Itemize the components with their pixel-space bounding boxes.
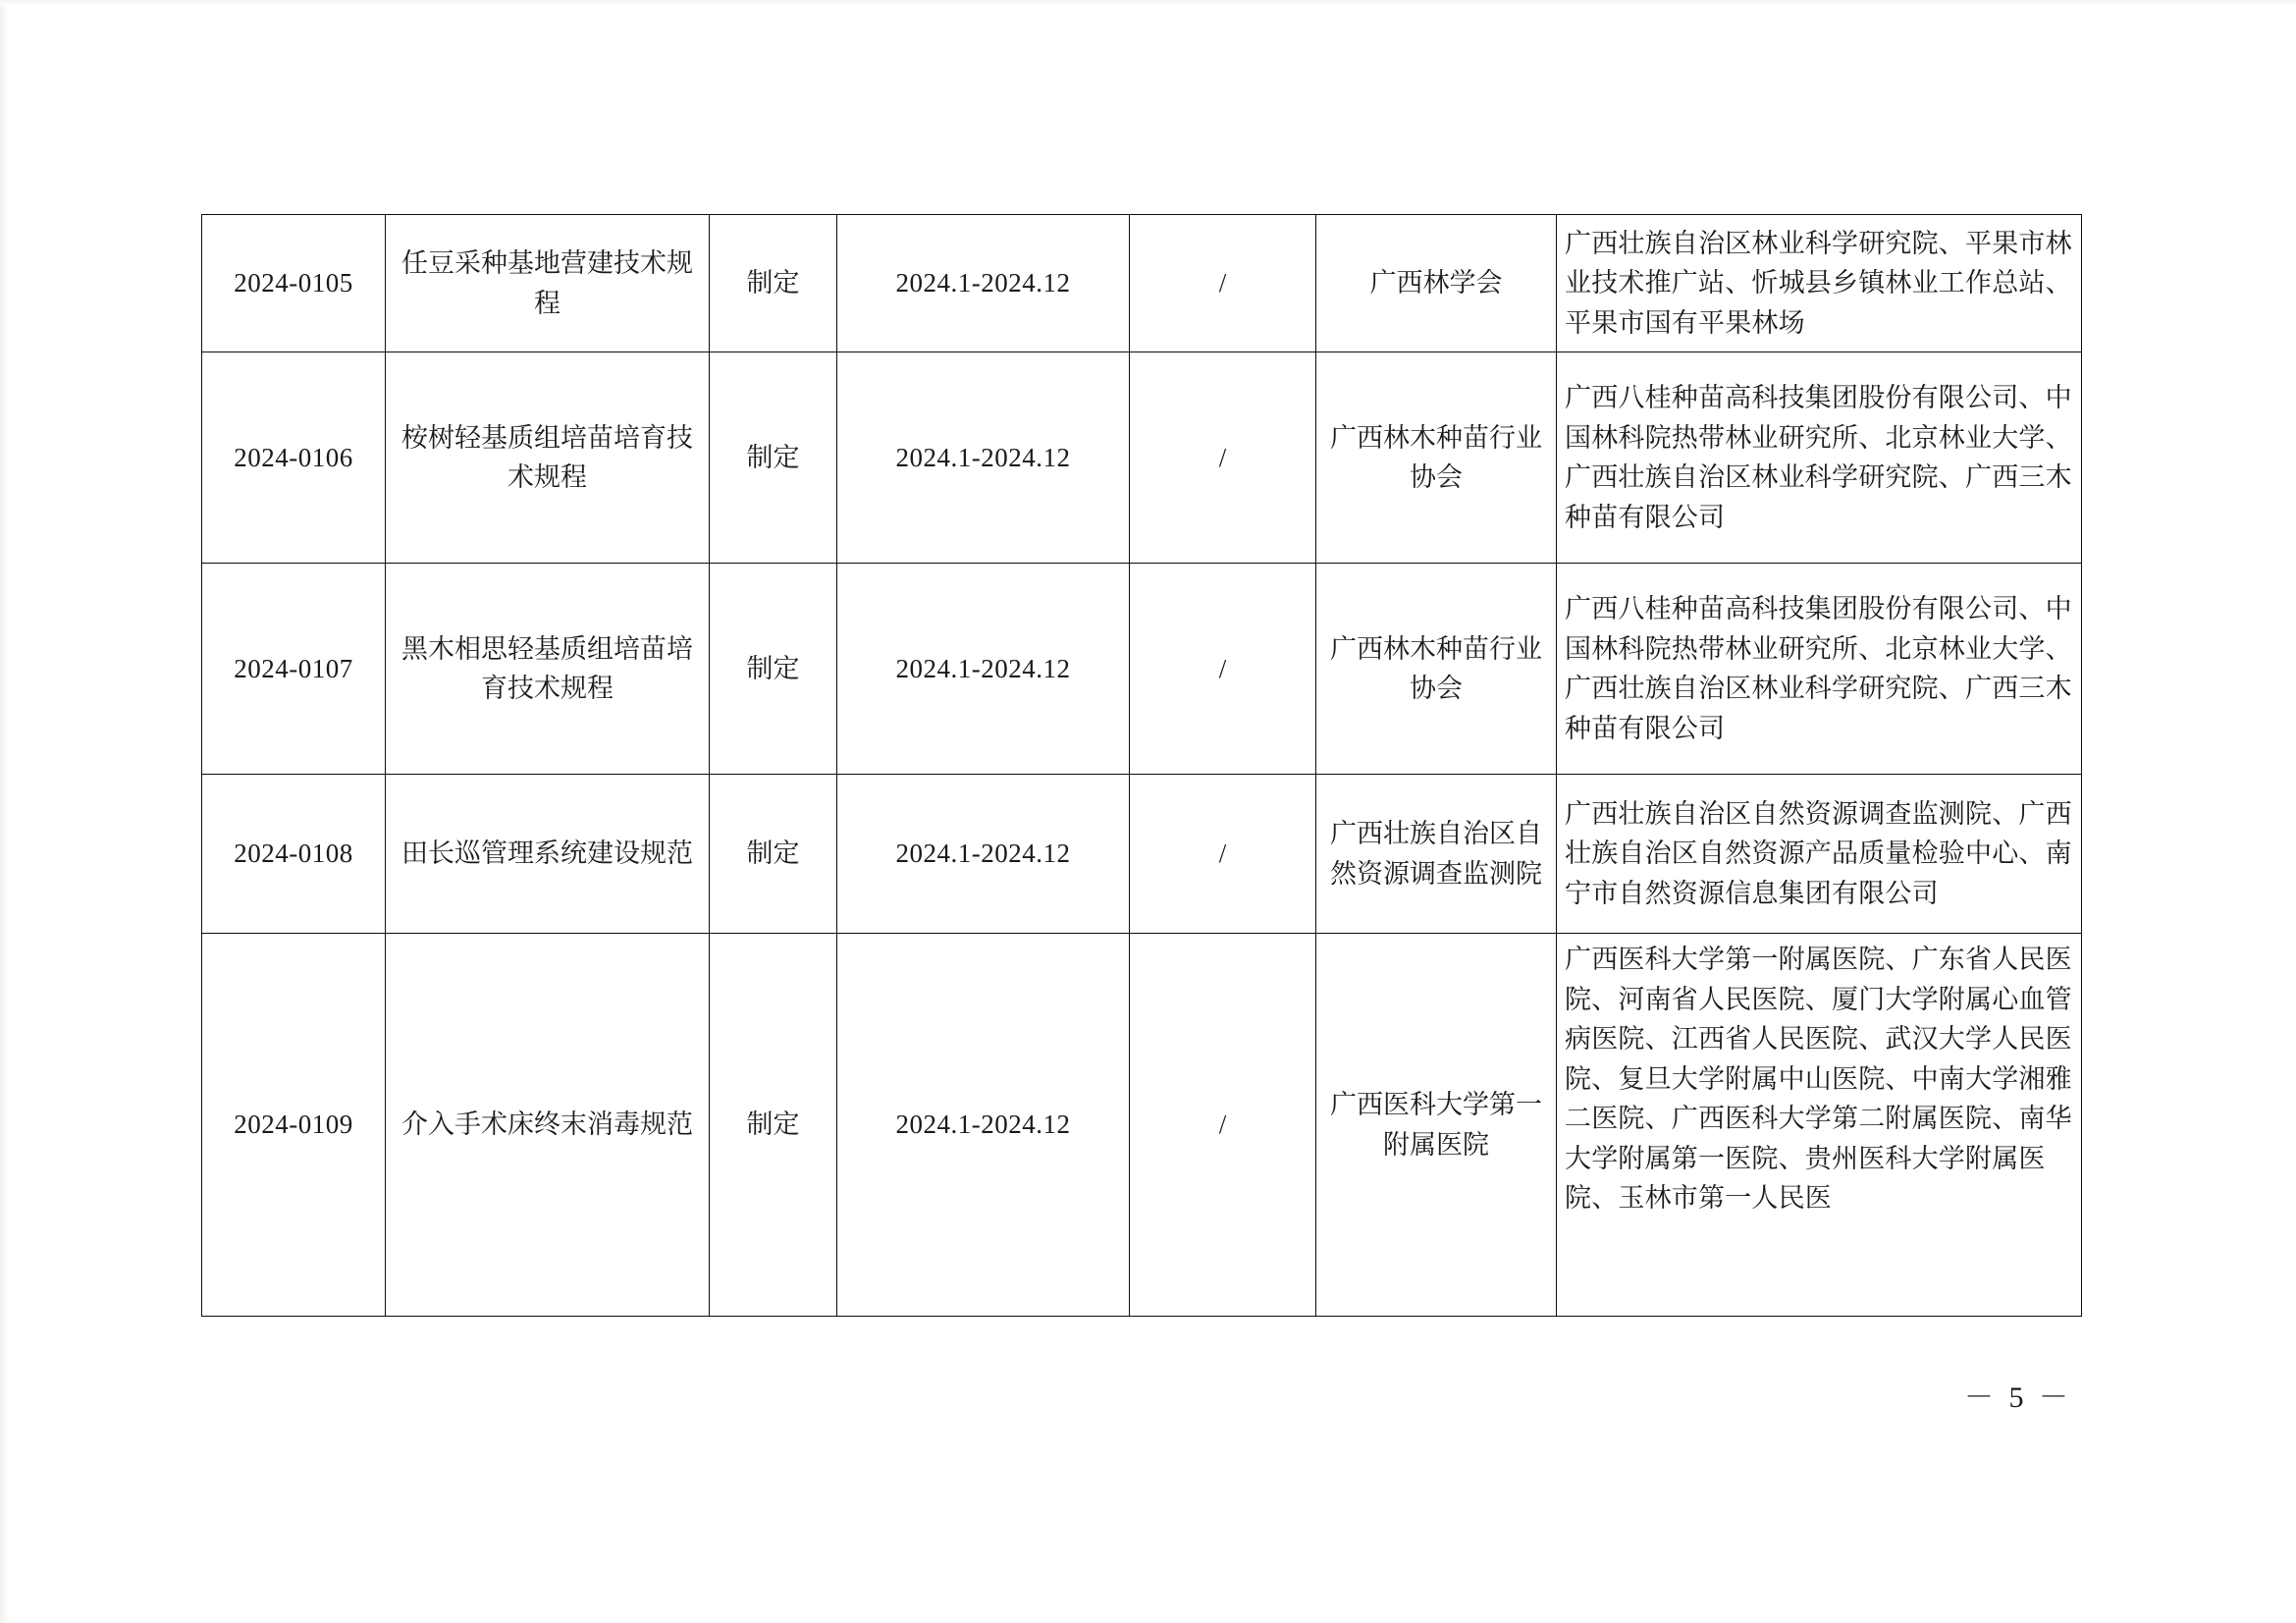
row-type: 制定 [710, 215, 837, 352]
row-org: 广西壮族自治区自然资源调查监测院 [1316, 775, 1557, 934]
row-type: 制定 [710, 564, 837, 775]
row-org: 广西林木种苗行业协会 [1316, 564, 1557, 775]
row-units: 广西壮族自治区自然资源调查监测院、广西壮族自治区自然资源产品质量检验中心、南宁市自然资源信息集团有限公司 [1557, 775, 2082, 934]
row-slash: / [1130, 934, 1316, 1317]
row-org: 广西医科大学第一附属医院 [1316, 934, 1557, 1317]
row-code: 2024-0107 [202, 564, 386, 775]
row-period: 2024.1-2024.12 [837, 215, 1130, 352]
row-type: 制定 [710, 934, 837, 1317]
row-period: 2024.1-2024.12 [837, 564, 1130, 775]
row-standard-name: 黑木相思轻基质组培苗培育技术规程 [386, 564, 710, 775]
row-type: 制定 [710, 352, 837, 564]
row-code: 2024-0106 [202, 352, 386, 564]
row-period: 2024.1-2024.12 [837, 352, 1130, 564]
row-code: 2024-0105 [202, 215, 386, 352]
row-org: 广西林学会 [1316, 215, 1557, 352]
row-slash: / [1130, 564, 1316, 775]
paper-edge-left [0, 0, 8, 1623]
row-standard-name: 任豆采种基地营建技术规程 [386, 215, 710, 352]
row-standard-name: 桉树轻基质组培苗培育技术规程 [386, 352, 710, 564]
row-units: 广西八桂种苗高科技集团股份有限公司、中国林科院热带林业研究所、北京林业大学、广西壮族自治区林业科学研究院、广西三木种苗有限公司 [1557, 564, 2082, 775]
table-row [202, 215, 2082, 352]
paper-edge-top [0, 0, 2296, 6]
row-standard-name: 介入手术床终末消毒规范 [386, 934, 710, 1317]
row-period: 2024.1-2024.12 [837, 934, 1130, 1317]
standards-table-container [201, 214, 2081, 1317]
row-slash: / [1130, 215, 1316, 352]
standards-table [201, 214, 2082, 1317]
row-code: 2024-0109 [202, 934, 386, 1317]
row-slash: / [1130, 775, 1316, 934]
row-type: 制定 [710, 775, 837, 934]
row-org: 广西林木种苗行业协会 [1316, 352, 1557, 564]
row-units: 广西医科大学第一附属医院、广东省人民医院、河南省人民医院、厦门大学附属心血管病医院、江西省人民医院、武汉大学人民医院、复旦大学附属中山医院、中南大学湘雅二医院、广西医科大学第二附属医院、南华大学附属第一医院、贵州医科大学附属医院、玉林市第一人民医 [1557, 934, 2082, 1317]
row-period: 2024.1-2024.12 [837, 775, 1130, 934]
table-row [202, 564, 2082, 775]
row-standard-name: 田长巡管理系统建设规范 [386, 775, 710, 934]
row-units: 广西八桂种苗高科技集团股份有限公司、中国林科院热带林业研究所、北京林业大学、广西壮族自治区林业科学研究院、广西三木种苗有限公司 [1557, 352, 2082, 564]
table-row [202, 775, 2082, 934]
row-slash: / [1130, 352, 1316, 564]
row-code: 2024-0108 [202, 775, 386, 934]
table-row [202, 352, 2082, 564]
row-units: 广西壮族自治区林业科学研究院、平果市林业技术推广站、忻城县乡镇林业工作总站、平果市国有平果林场 [1557, 215, 2082, 352]
page-number: － 5 － [1964, 1381, 2072, 1414]
table-row [202, 934, 2082, 1317]
